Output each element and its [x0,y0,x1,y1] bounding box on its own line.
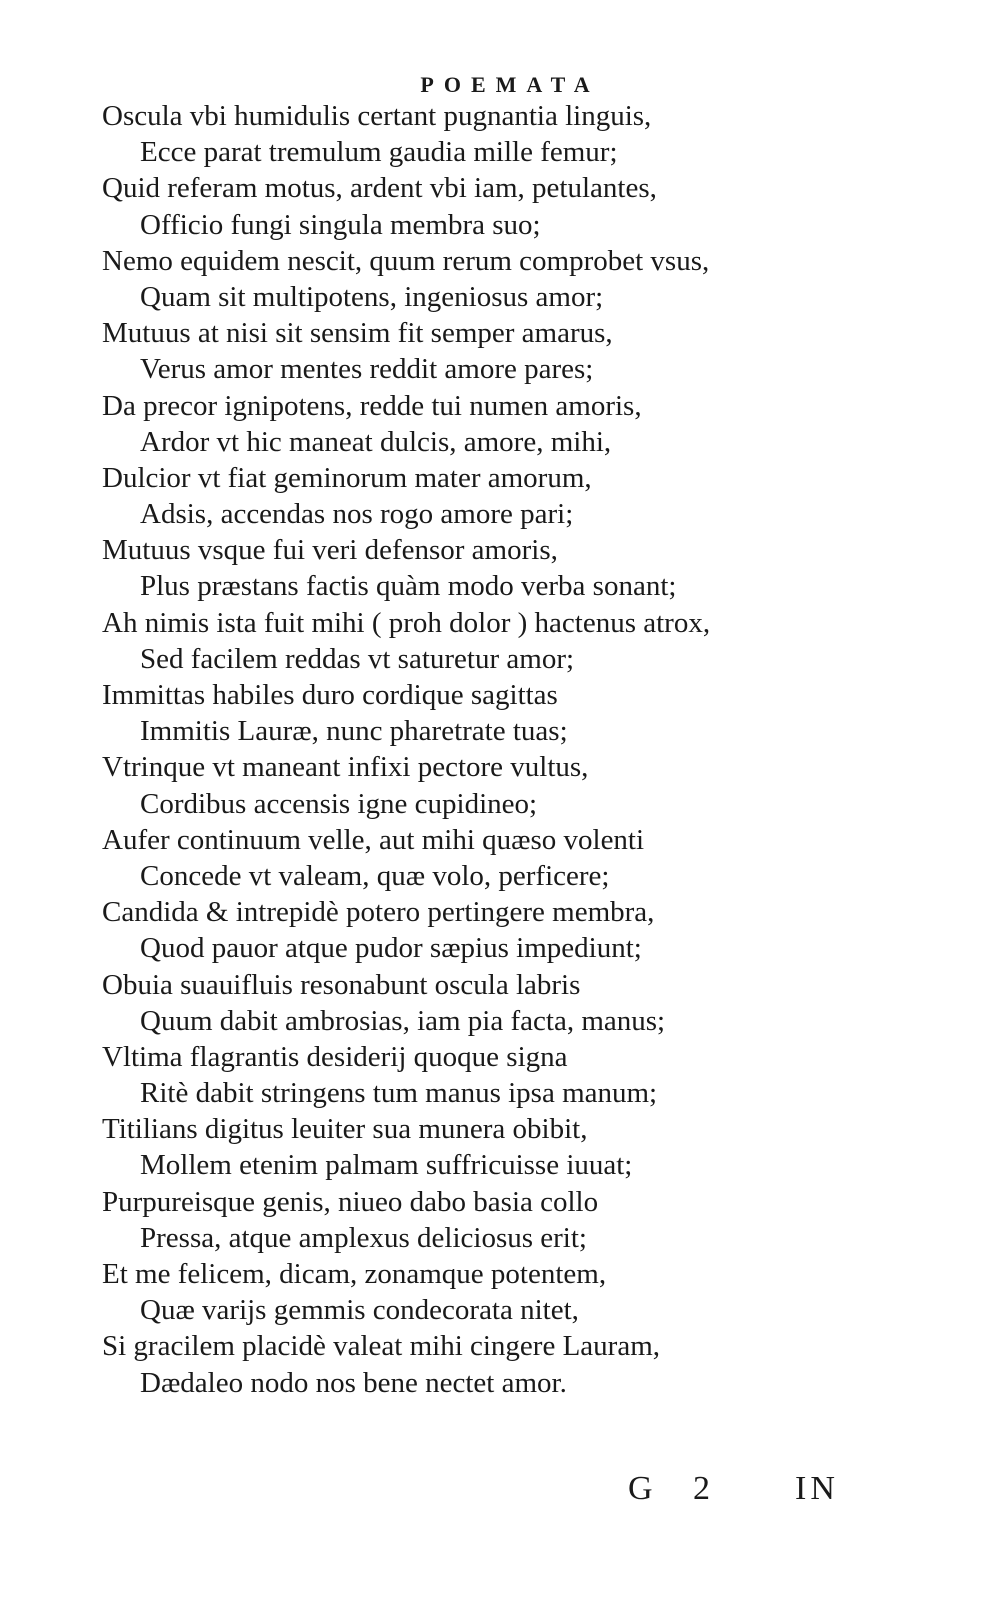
verse-line: Pressa, atque amplexus deliciosus erit; [140,1221,587,1254]
verse-line: Titilians digitus leuiter sua munera obibit, [102,1113,588,1146]
verse-line: Aufer continuum velle, aut mihi quæso volenti [102,823,645,856]
verse-line: Dædaleo nodo nos bene nectet amor. [140,1366,567,1399]
verse-line: Cordibus accensis igne cupidineo; [140,787,538,820]
verse-line: Vtrinque vt maneant infixi pectore vultus, [102,751,589,784]
verse-line: Nemo equidem nescit, quum rerum comprobet vsus, [102,244,710,277]
verse-line: Ritè dabit stringens tum manus ipsa manum; [140,1077,658,1110]
verse-line: Obuia suauifluis resonabunt oscula labris [102,968,581,1001]
verse-line: Quod pauor atque pudor sæpius impediunt; [140,932,642,965]
verse-line: Concede vt valeam, quæ volo, perficere; [140,859,610,892]
verse-line: Quam sit multipotens, ingeniosus amor; [140,280,604,313]
running-head: POEMATA [420,72,600,97]
verse-line: Verus amor mentes reddit amore pares; [140,353,594,386]
verse-line: Da precor ignipotens, redde tui numen amoris, [102,389,642,422]
verse-line: Oscula vbi humidulis certant pugnantia linguis, [102,100,652,132]
verse-line: Ecce parat tremulum gaudia mille femur; [140,136,618,169]
verse-line: Candida & intrepidè potero pertingere membra, [102,896,655,929]
verse-line: Mollem etenim palmam suffricuisse iuuat; [140,1149,633,1182]
verse-line: Quid referam motus, ardent vbi iam, petulantes, [102,172,657,205]
verse-line: Ah nimis ista fuit mihi ( proh dolor ) hactenus atrox, [102,606,711,639]
verse-line: Si gracilem placidè valeat mihi cingere Lauram, [102,1330,661,1363]
verse-line: Sed facilem reddas vt saturetur amor; [140,642,575,675]
signature-mark: G 2 [628,1470,727,1507]
verse-line: Et me felicem, dicam, zonamque potentem, [102,1258,607,1290]
page-footer [0,1470,1000,1510]
verse-line: Dulcior vt fiat geminorum mater amorum, [102,461,592,494]
verse-line: Adsis, accendas nos rogo amore pari; [140,498,574,531]
verse-line: Quæ varijs gemmis condecorata nitet, [140,1294,579,1327]
verse-line: Immittas habiles duro cordique sagittas [102,679,558,711]
verse-line: Officio fungi singula membra suo; [140,208,541,241]
verse-line: Purpureisque genis, niueo dabo basia collo [102,1185,599,1218]
verse-line: Plus præstans factis quàm modo verba sonant; [140,570,677,603]
poem-body [0,98,1000,1401]
verse-line: Quum dabit ambrosias, iam pia facta, manus; [140,1004,666,1037]
verse-line: Mutuus vsque fui veri defensor amoris, [102,534,558,567]
verse-line: Ardor vt hic maneat dulcis, amore, mihi, [140,425,612,458]
verse-line: Vltima flagrantis desiderij quoque signa [102,1040,568,1073]
verse-line: Mutuus at nisi sit sensim fit semper amarus, [102,317,613,350]
verse-line: Immitis Lauræ, nunc pharetrate tuas; [140,715,568,748]
catchword: IN [795,1470,839,1507]
